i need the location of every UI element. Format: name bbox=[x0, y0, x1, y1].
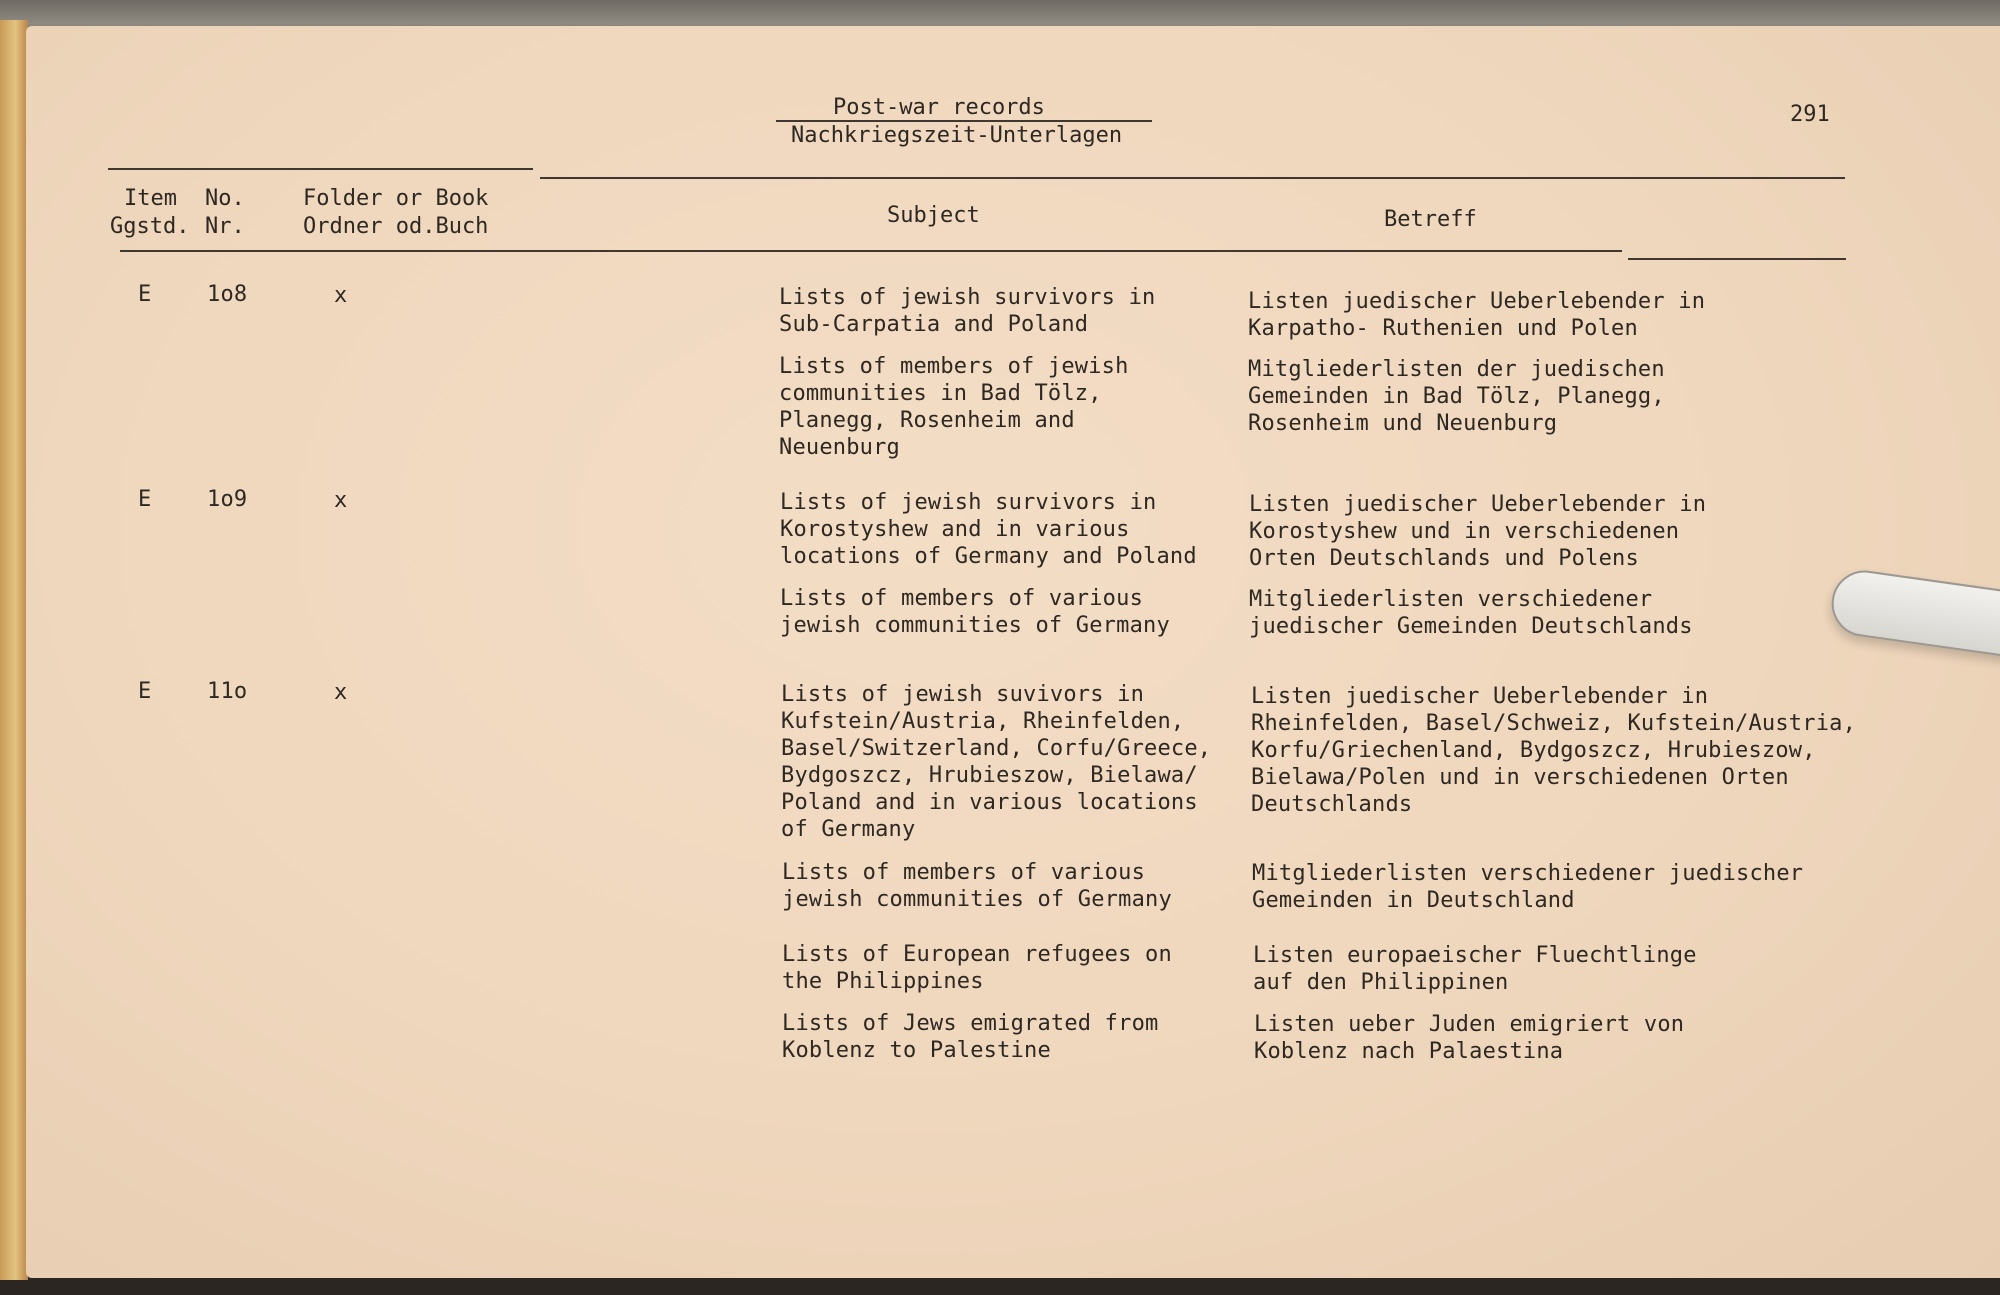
betreff-line: Korfu/Griechenland, Bydgoszcz, Hrubieszow, bbox=[1251, 738, 1816, 763]
betreff-line: Bielawa/Polen und in verschiedenen Orten bbox=[1251, 765, 1789, 790]
betreff-line: Deutschlands bbox=[1251, 792, 1413, 817]
col-betreff: Betreff bbox=[1384, 207, 1477, 232]
betreff-line: Rosenheim und Neuenburg bbox=[1248, 411, 1558, 436]
betreff-line: Korostyshew und in verschiedenen bbox=[1249, 519, 1680, 544]
betreff-line: juedischer Gemeinden Deutschlands bbox=[1249, 614, 1693, 639]
subject-line: Lists of members of various bbox=[782, 860, 1146, 885]
subject-line: jewish communities of Germany bbox=[782, 887, 1172, 912]
entry-item: E bbox=[138, 679, 152, 704]
entry-item: E bbox=[138, 487, 152, 512]
betreff-line: Listen juedischer Ueberlebender in bbox=[1248, 289, 1706, 314]
subject-line: Lists of jewish survivors in bbox=[779, 285, 1156, 310]
subject-line: of Germany bbox=[781, 817, 916, 842]
subject-line: Lists of Jews emigrated from bbox=[782, 1011, 1159, 1036]
subject-line: Kufstein/Austria, Rheinfelden, bbox=[781, 709, 1185, 734]
betreff-line: Gemeinden in Bad Tölz, Planegg, bbox=[1248, 384, 1665, 409]
subject-line: Lists of jewish suvivors in bbox=[781, 682, 1145, 707]
entry-number: 1o8 bbox=[207, 282, 248, 307]
header-top-rule-right bbox=[540, 177, 1845, 179]
subject-line: Lists of European refugees on bbox=[782, 942, 1172, 967]
betreff-line: Koblenz nach Palaestina bbox=[1254, 1039, 1564, 1064]
subject-line: Poland and in various locations bbox=[781, 790, 1198, 815]
betreff-line: Mitgliederlisten verschiedener juedischer bbox=[1252, 861, 1804, 886]
col-item-de: Ggstd. bbox=[110, 214, 190, 239]
header-bottom-rule-right bbox=[1628, 258, 1846, 260]
subject-line: Korostyshew and in various bbox=[780, 517, 1130, 542]
betreff-line: Listen juedischer Ueberlebender in bbox=[1251, 684, 1709, 709]
subject-line: locations of Germany and Poland bbox=[780, 544, 1197, 569]
subject-line: Planegg, Rosenheim and bbox=[779, 408, 1075, 433]
subject-line: jewish communities of Germany bbox=[780, 613, 1170, 638]
entry-number: 1o9 bbox=[207, 487, 248, 512]
entry-number: 11o bbox=[207, 679, 248, 704]
subject-line: communities in Bad Tölz, bbox=[779, 381, 1102, 406]
subject-line: Bydgoszcz, Hrubieszow, Bielawa/ bbox=[781, 763, 1198, 788]
betreff-line: auf den Philippinen bbox=[1253, 970, 1509, 995]
betreff-line: Orten Deutschlands und Polens bbox=[1249, 546, 1639, 571]
betreff-line: Listen europaeischer Fluechtlinge bbox=[1253, 943, 1697, 968]
subject-line: Neuenburg bbox=[779, 435, 901, 460]
col-item-en: Item bbox=[124, 186, 177, 211]
entry-item: E bbox=[138, 282, 152, 307]
subject-line: Lists of members of various bbox=[780, 586, 1144, 611]
subject-line: the Philippines bbox=[782, 969, 984, 994]
betreff-line: Mitgliederlisten verschiedener bbox=[1249, 587, 1653, 612]
col-subject: Subject bbox=[887, 203, 980, 228]
betreff-line: Listen juedischer Ueberlebender in bbox=[1249, 492, 1707, 517]
page-clip bbox=[1827, 566, 2000, 661]
subject-line: Sub-Carpatia and Poland bbox=[779, 312, 1089, 337]
betreff-line: Karpatho- Ruthenien und Polen bbox=[1248, 316, 1638, 341]
entry-folder-mark: x bbox=[334, 488, 348, 513]
betreff-line: Listen ueber Juden emigriert von bbox=[1254, 1012, 1685, 1037]
subject-line: Lists of jewish survivors in bbox=[780, 490, 1157, 515]
betreff-line: Mitgliederlisten der juedischen bbox=[1248, 357, 1665, 382]
betreff-line: Rheinfelden, Basel/Schweiz, Kufstein/Austria, bbox=[1251, 711, 1857, 736]
entry-folder-mark: x bbox=[334, 283, 348, 308]
subject-line: Koblenz to Palestine bbox=[782, 1038, 1051, 1063]
betreff-line: Gemeinden in Deutschland bbox=[1252, 888, 1575, 913]
header-top-rule-left bbox=[108, 168, 533, 170]
col-folder-de: Ordner od.Buch bbox=[303, 214, 489, 239]
header-bottom-rule-left bbox=[120, 250, 1622, 252]
page-number: 291 bbox=[1790, 102, 1830, 127]
subject-line: Lists of members of jewish bbox=[779, 354, 1129, 379]
entry-folder-mark: x bbox=[334, 680, 348, 705]
title-de: Nachkriegszeit-Unterlagen bbox=[791, 123, 1123, 148]
col-no-de: Nr. bbox=[205, 214, 245, 239]
col-no-en: No. bbox=[205, 186, 245, 211]
subject-line: Basel/Switzerland, Corfu/Greece, bbox=[781, 736, 1212, 761]
col-folder-en: Folder or Book bbox=[303, 186, 489, 211]
title-en: Post-war records bbox=[833, 95, 1045, 120]
